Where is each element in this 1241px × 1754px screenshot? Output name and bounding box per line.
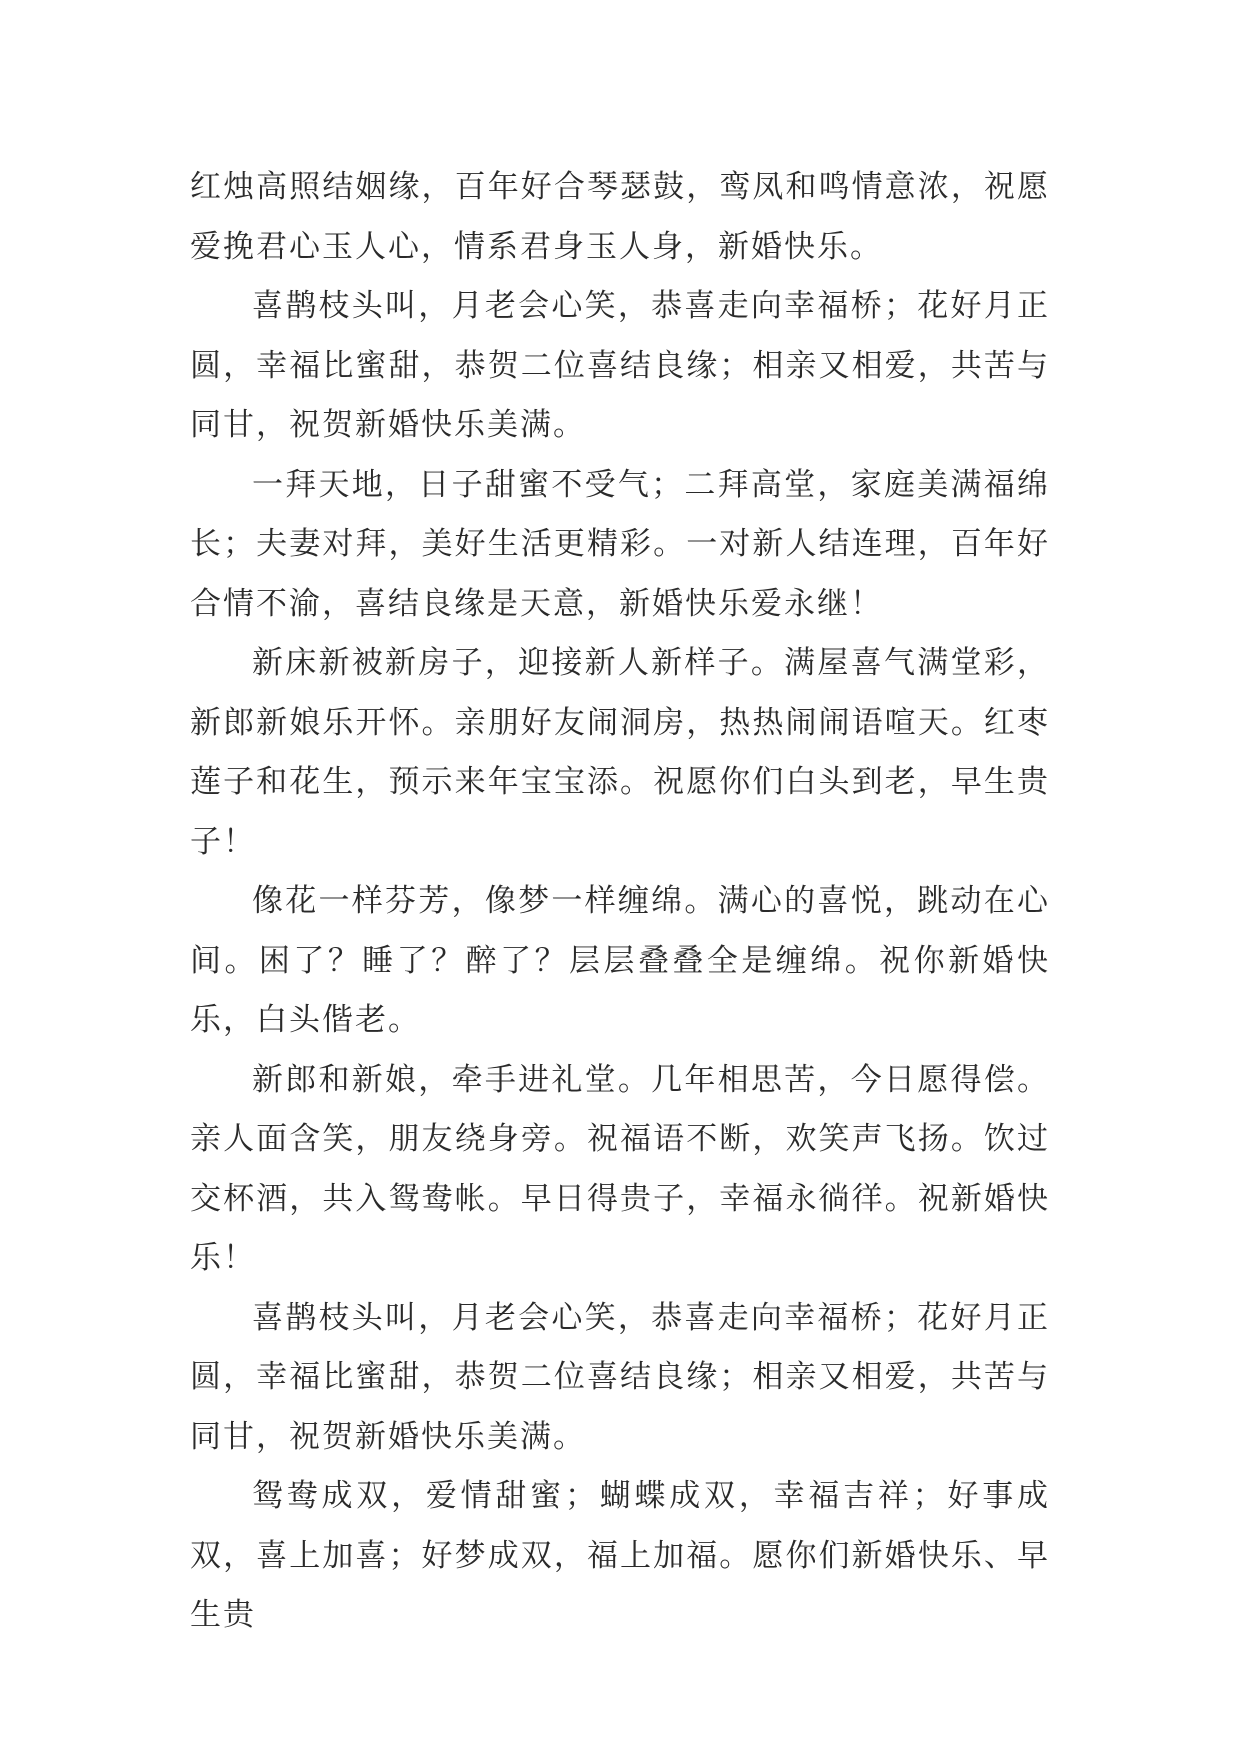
paragraph-4: 新床新被新房子，迎接新人新样子。满屋喜气满堂彩，新郎新娘乐开怀。亲朋好友闹洞房，热热闹闹语喧天。红枣莲子和花生，预示来年宝宝添。祝愿你们白头到老，早生贵子！ [190, 645, 1050, 860]
paragraph-3: 一拜天地，日子甜蜜不受气；二拜高堂，家庭美满福绵长；夫妻对拜，美好生活更精彩。一对新人结连理，百年好合情不渝，喜结良缘是天意，新婚快乐爱永继！ [190, 466, 1050, 622]
paragraph-1: 红烛高照结姻缘，百年好合琴瑟鼓，鸾凤和鸣情意浓，祝愿爱挽君心玉人心，情系君身玉人身，新婚快乐。 [190, 169, 1050, 265]
paragraph-5: 像花一样芬芳，像梦一样缠绵。满心的喜悦，跳动在心间。困了？睡了？醉了？层层叠叠全是缠绵。祝你新婚快乐，白头偕老。 [190, 883, 1050, 1038]
paragraph-6: 新郎和新娘，牵手进礼堂。几年相思苦，今日愿得偿。亲人面含笑，朋友绕身旁。祝福语不断，欢笑声飞扬。饮过交杯酒，共入鸳鸯帐。早日得贵子，幸福永徜徉。祝新婚快乐！ [190, 1061, 1050, 1276]
document-body [190, 158, 1050, 1646]
paragraph-8: 鸳鸯成双，爱情甜蜜；蝴蝶成双，幸福吉祥；好事成双，喜上加喜；好梦成双，福上加福。愿你们新婚快乐、早生贵 [190, 1478, 1050, 1633]
paragraph-2: 喜鹊枝头叫，月老会心笑，恭喜走向幸福桥；花好月正圆，幸福比蜜甜，恭贺二位喜结良缘；相亲又相爱，共苦与同甘，祝贺新婚快乐美满。 [190, 288, 1050, 443]
paragraph-7: 喜鹊枝头叫，月老会心笑，恭喜走向幸福桥；花好月正圆，幸福比蜜甜，恭贺二位喜结良缘；相亲又相爱，共苦与同甘，祝贺新婚快乐美满。 [190, 1299, 1050, 1455]
